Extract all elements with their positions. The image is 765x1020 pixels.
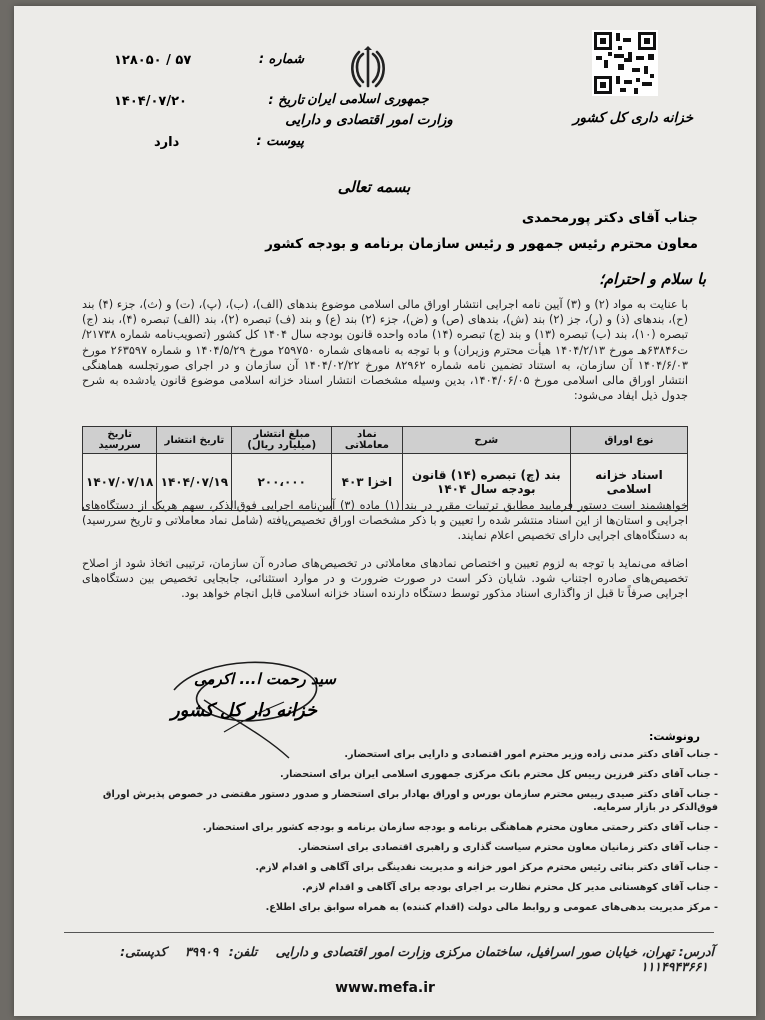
- table-header-row: [83, 427, 688, 454]
- footer-phone-label: تلفن:: [228, 944, 258, 959]
- list-item: - جناب آقای دکتر بنائی رئیس محترم مرکز امور خزانه و مدیریت نقدینگی برای آگاهی و اقدام لازم.: [255, 862, 718, 873]
- cc-title: رونوشت:: [648, 730, 700, 743]
- body-paragraph-3: اضافه می‌نماید با توجه به لزوم تعیین و اختصاص نمادهای معاملاتی در تخصیص‌های صادره آن سازمان، ترتیبی اتخاذ شود از اصلاح تخصیص‌های صادره اجتناب شود. شایان ذکر است در صورت ضرورت و در موارد استثنائی، جابجایی تخصیص بین دستگاه‌های اجرایی صرفاً تا قبل از واگذاری اسناد مذکور توسط دستگاه دارنده اسناد خزانه اسلامی قابل انجام خواهد بود.: [82, 557, 688, 601]
- list-item: - جناب آقای دکتر زمانیان معاون محترم سیاست گذاری و راهبری اقتصادی برای استحضار.: [297, 842, 718, 853]
- table-header-symbol: نماد معاملاتی: [332, 427, 403, 454]
- letter-attachment-row: [114, 134, 304, 156]
- cell-symbol: اخزا ۴۰۳: [332, 454, 403, 511]
- table-header-issue-date: تاریخ انتشار: [157, 427, 232, 454]
- website-link[interactable]: www.mefa.ir: [335, 980, 435, 996]
- letter-page: [14, 6, 756, 1016]
- footer-postal-label: کدپستی:: [120, 944, 167, 959]
- letter-number-row: [114, 52, 304, 74]
- treasury-title: خزانه داری کل کشور: [572, 110, 694, 126]
- list-item: - جناب آقای دکتر رحمتی معاون محترم هماهنگی برنامه و بودجه سازمان برنامه و بودجه کشور برای استحضار.: [202, 822, 718, 833]
- greeting-text: با سلام و احترام؛: [599, 270, 706, 288]
- body-paragraph-2: خواهشمند است دستور فرمایید مطابق ترتیبات مقرر در بند (۱) ماده (۳) آیین‌نامه اجرایی فوق‌الذکر، سهم هریک از دستگاه‌های اجرایی و استان‌ها از این اسناد منتشر شده را تعیین و با ذکر مشخصات اوراق تخصیص‌یافته (شامل نماد معاملاتی و تاریخ سررسید) به دستگاه‌های اجرایی دارای تخصیص اعلام نمایند.: [82, 499, 688, 543]
- cell-type: اسناد خزانه اسلامی: [570, 454, 687, 511]
- ministry-title: وزارت امور اقتصادی و دارایی: [285, 112, 453, 128]
- table-header-type: نوع اوراق: [570, 427, 687, 454]
- invocation-text: بسمه تعالی: [337, 178, 411, 196]
- body-paragraph-1: با عنایت به مواد (۲) و (۳) آیین نامه اجرایی انتشار اوراق مالی اسلامی موضوع بندهای (الف)، (ب)، (پ)، (ت) و (ث)، جزء (۴) بند (ح)، بندهای (ذ) و (ر)، جز (۲) بند (ش)، بندهای (ص) و (ض)، جزء (۲) بند (ع) و بند (ف) تبصره (۲)، بند (الف) تبصره (۴)، بند (ج) تبصره (۱۰)، بند (ب) تبصره (۱۳) و بند (ج) تبصره (۱۴) ماده واحده قانون بودجه سال ۱۴۰۴ کل کشور (تصویب‌نامه شماره ۲۱۷۳۸/ت۶۳۸۴۶هـ مورخ ۱۴۰۴/۲/۱۳ هیأت محترم وزیران) و با توجه به نامه‌های شماره ۲۵۹۷۵۰ مورخ ۱۴۰۴/۵/۲۹ و شماره ۲۶۳۵۹۷ مورخ ۱۴۰۴/۶/۰۳ آن سازمان، به استناد تضمین نامه شماره ۸۲۹۶۲ مورخ ۱۴۰۴/۰۲/۲۲ آن سازمان و در اجرای صورتجلسه هماهنگی انتشار اوراق مالی اسلامی مورخ ۱۴۰۴/۰۶/۰۵، بدین وسیله مشخصات انتشار اسناد خزانه اسلامی موضوع قانون یادشده به شرح جدول ذیل ایفاد می‌شود:: [82, 298, 689, 403]
- letter-number-label: شماره :: [258, 52, 304, 67]
- footer-phone-value: ۳۹۹۰۹: [184, 944, 219, 959]
- letter-date-label: تاریخ :: [268, 93, 304, 108]
- letter-attachment-label: پیوست :: [256, 134, 304, 149]
- recipient-title: معاون محترم رئیس جمهور و رئیس سازمان برنامه و بودجه کشور: [265, 236, 698, 252]
- table-header-description: شرح: [402, 427, 570, 454]
- cell-description: بند (چ) تبصره (۱۴) قانون بودجه سال ۱۴۰۴: [402, 454, 570, 511]
- signatory-title: خزانه دار کل کشور: [170, 700, 318, 721]
- letter-number-value: ۵۷ / ۱۲۸۰۵۰: [114, 53, 192, 68]
- recipient-name: جناب آقای دکتر پورمحمدی: [521, 210, 698, 226]
- footer-divider: [64, 932, 714, 933]
- iran-emblem-icon: [351, 46, 385, 90]
- footer-address: آدرس: تهران، خیابان صور اسرافیل، ساختمان مرکزی وزارت امور اقتصادی و دارایی: [275, 944, 714, 959]
- letter-date-value: ۱۴۰۴/۰۷/۲۰: [114, 94, 187, 109]
- footer-postal-value: ۱۱۱۴۹۴۳۶۶۱: [640, 959, 708, 974]
- footer-bar: [64, 944, 714, 974]
- list-item: - جناب آقای دکتر صیدی رییس محترم سازمان بورس و اوراق بهادار برای استحضار و صدور دستور مقتضی در خصوص پذیرش اوراق فوق‌الذکر در بازار سرمایه.: [102, 789, 718, 813]
- cell-issue-date: ۱۴۰۴/۰۷/۱۹: [157, 454, 232, 511]
- letter-attachment-value: دارد: [154, 135, 180, 150]
- cell-maturity-date: ۱۴۰۷/۰۷/۱۸: [83, 454, 157, 511]
- signatory-name: سید رحمت ا... اکرمی: [194, 670, 336, 688]
- list-item: - جناب آقای کوهستانی مدیر کل محترم نظارت بر اجرای بودجه برای آگاهی و اقدام لازم.: [302, 882, 718, 893]
- table-header-maturity-date: تاریخ سررسید: [83, 427, 157, 454]
- cell-amount: ۲۰۰،۰۰۰: [232, 454, 332, 511]
- list-item: - جناب آقای دکتر فرزین رییس کل محترم بانک مرکزی جمهوری اسلامی ایران برای استحضار.: [280, 769, 718, 780]
- republic-title: جمهوری اسلامی ایران: [307, 92, 429, 107]
- list-item: - جناب آقای دکتر مدنی زاده وزیر محترم امور اقتصادی و دارایی برای استحضار.: [344, 749, 718, 760]
- table-header-amount: مبلغ انتشار (میلیارد ریال): [232, 427, 332, 454]
- cc-list: [78, 748, 718, 921]
- qr-code-icon: [592, 30, 658, 96]
- list-item: - مرکز مدیریت بدهی‌های عمومی و روابط مالی دولت (اقدام کننده) به همراه سوابق برای اطلاع.: [265, 902, 718, 913]
